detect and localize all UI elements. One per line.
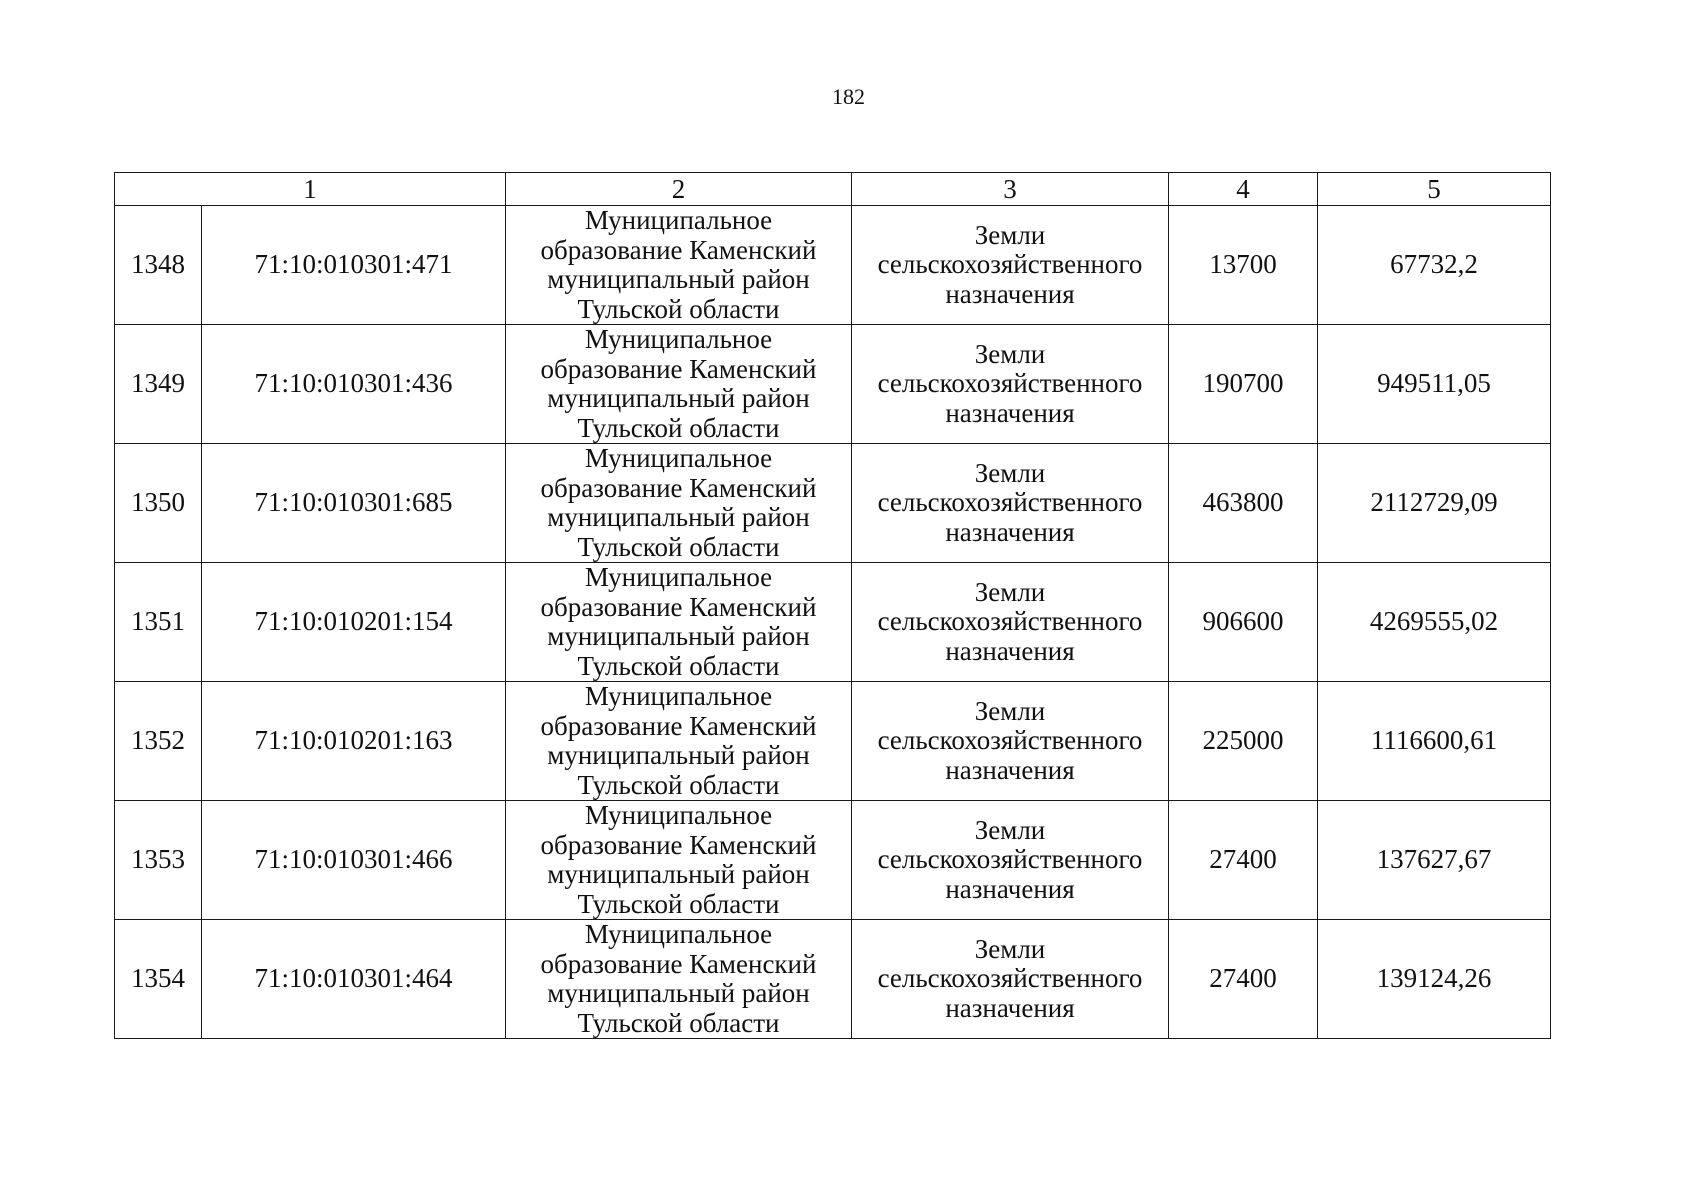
area-cell: 27400 xyxy=(1169,801,1318,920)
table-row xyxy=(115,920,1551,1039)
owner-cell-line: образование Каменский xyxy=(540,472,817,503)
owner-cell-line: Тульской области xyxy=(577,888,780,919)
cadastral-value-cell: 4269555,02 xyxy=(1318,563,1551,682)
cadastral-number-cell: 71:10:010201:154 xyxy=(202,563,506,682)
row-number-cell: 1348 xyxy=(115,206,202,325)
header-col-1: 1 xyxy=(115,173,506,206)
owner-cell-line: муниципальный район xyxy=(547,859,810,889)
owner-cell-line: Тульской области xyxy=(577,769,780,800)
land-registry-table xyxy=(114,172,1551,1039)
cadastral-value-cell: 67732,2 xyxy=(1318,206,1551,325)
owner-cell-line: муниципальный район xyxy=(547,978,810,1008)
row-number-cell: 1354 xyxy=(115,920,202,1039)
cadastral-number-cell: 71:10:010201:163 xyxy=(202,682,506,801)
owner-cell-line: Муниципальное xyxy=(584,681,773,711)
land-category-cell-line: назначения xyxy=(945,397,1075,428)
owner-cell-line: Тульской области xyxy=(577,531,780,562)
table-row xyxy=(115,325,1551,444)
owner-cell-line: образование Каменский xyxy=(540,829,817,860)
land-category-cell-line: Земли xyxy=(974,576,1046,607)
owner-cell-line: Тульской области xyxy=(577,1007,780,1038)
area-cell: 225000 xyxy=(1169,682,1318,801)
table-row xyxy=(115,444,1551,563)
land-category-cell-line: Земли xyxy=(974,814,1046,845)
owner-cell-line: образование Каменский xyxy=(540,591,817,622)
land-category-cell-line: сельскохозяйственного xyxy=(877,844,1143,875)
owner-cell-line: Муниципальное xyxy=(584,800,773,830)
land-category-cell xyxy=(852,563,1169,682)
owner-cell-line: Муниципальное xyxy=(584,443,773,473)
area-cell: 906600 xyxy=(1169,563,1318,682)
cadastral-value-cell: 139124,26 xyxy=(1318,920,1551,1039)
owner-cell-line: муниципальный район xyxy=(547,621,810,651)
cadastral-number-cell: 71:10:010301:685 xyxy=(202,444,506,563)
land-category-cell xyxy=(852,325,1169,444)
page-number: 182 xyxy=(832,84,865,109)
owner-cell-line: муниципальный район xyxy=(547,383,810,413)
land-category-cell-line: назначения xyxy=(945,516,1075,547)
land-category-cell-line: назначения xyxy=(945,635,1075,666)
row-number-cell: 1351 xyxy=(115,563,202,682)
land-category-cell-line: назначения xyxy=(945,873,1075,904)
table-row xyxy=(115,206,1551,325)
cadastral-number-cell: 71:10:010301:466 xyxy=(202,801,506,920)
owner-cell-line: Тульской области xyxy=(577,650,780,681)
table-body xyxy=(115,206,1551,1039)
cadastral-number-cell: 71:10:010301:464 xyxy=(202,920,506,1039)
owner-cell-line: образование Каменский xyxy=(540,353,817,384)
land-category-cell-line: назначения xyxy=(945,754,1075,785)
header-col-2: 2 xyxy=(506,173,852,206)
owner-cell-line: Муниципальное xyxy=(584,562,773,592)
row-number-cell: 1353 xyxy=(115,801,202,920)
owner-cell xyxy=(506,920,852,1039)
land-category-cell-line: сельскохозяйственного xyxy=(877,368,1143,399)
owner-cell-line: муниципальный район xyxy=(547,740,810,770)
cadastral-number-cell: 71:10:010301:471 xyxy=(202,206,506,325)
area-cell: 13700 xyxy=(1169,206,1318,325)
table-row xyxy=(115,682,1551,801)
land-category-cell xyxy=(852,206,1169,325)
land-category-cell-line: сельскохозяйственного xyxy=(877,249,1143,280)
land-category-cell xyxy=(852,920,1169,1039)
land-category-cell xyxy=(852,444,1169,563)
area-cell: 27400 xyxy=(1169,920,1318,1039)
table-row xyxy=(115,563,1551,682)
cadastral-number-cell: 71:10:010301:436 xyxy=(202,325,506,444)
owner-cell-line: Муниципальное xyxy=(584,324,773,354)
cadastral-value-cell: 2112729,09 xyxy=(1318,444,1551,563)
land-category-cell-line: Земли xyxy=(974,338,1046,369)
owner-cell xyxy=(506,325,852,444)
table-row xyxy=(115,801,1551,920)
owner-cell xyxy=(506,563,852,682)
owner-cell xyxy=(506,682,852,801)
land-category-cell-line: сельскохозяйственного xyxy=(877,606,1143,637)
land-category-cell-line: сельскохозяйственного xyxy=(877,487,1143,518)
owner-cell-line: муниципальный район xyxy=(547,502,810,532)
cadastral-value-cell: 1116600,61 xyxy=(1318,682,1551,801)
land-category-cell xyxy=(852,682,1169,801)
owner-cell-line: Муниципальное xyxy=(584,205,773,235)
owner-cell-line: Тульской области xyxy=(577,412,780,443)
land-category-cell-line: сельскохозяйственного xyxy=(877,963,1143,994)
header-col-3: 3 xyxy=(852,173,1169,206)
cadastral-value-cell: 949511,05 xyxy=(1318,325,1551,444)
row-number-cell: 1352 xyxy=(115,682,202,801)
area-cell: 463800 xyxy=(1169,444,1318,563)
land-category-cell-line: Земли xyxy=(974,695,1046,726)
header-row xyxy=(115,173,1551,206)
owner-cell-line: образование Каменский xyxy=(540,710,817,741)
owner-cell-line: муниципальный район xyxy=(547,264,810,294)
area-cell: 190700 xyxy=(1169,325,1318,444)
owner-cell xyxy=(506,206,852,325)
table-header xyxy=(115,173,1551,206)
header-col-4: 4 xyxy=(1169,173,1318,206)
owner-cell xyxy=(506,801,852,920)
owner-cell xyxy=(506,444,852,563)
row-number-cell: 1350 xyxy=(115,444,202,563)
land-category-cell-line: назначения xyxy=(945,992,1075,1023)
owner-cell-line: Муниципальное xyxy=(584,919,773,949)
cadastral-value-cell: 137627,67 xyxy=(1318,801,1551,920)
row-number-cell: 1349 xyxy=(115,325,202,444)
land-category-cell-line: Земли xyxy=(974,457,1046,488)
owner-cell-line: образование Каменский xyxy=(540,948,817,979)
owner-cell-line: образование Каменский xyxy=(540,234,817,265)
land-category-cell-line: назначения xyxy=(945,278,1075,309)
land-category-cell xyxy=(852,801,1169,920)
owner-cell-line: Тульской области xyxy=(577,293,780,324)
land-category-cell-line: Земли xyxy=(974,219,1046,250)
header-col-5: 5 xyxy=(1318,173,1551,206)
land-category-cell-line: Земли xyxy=(974,933,1046,964)
land-category-cell-line: сельскохозяйственного xyxy=(877,725,1143,756)
